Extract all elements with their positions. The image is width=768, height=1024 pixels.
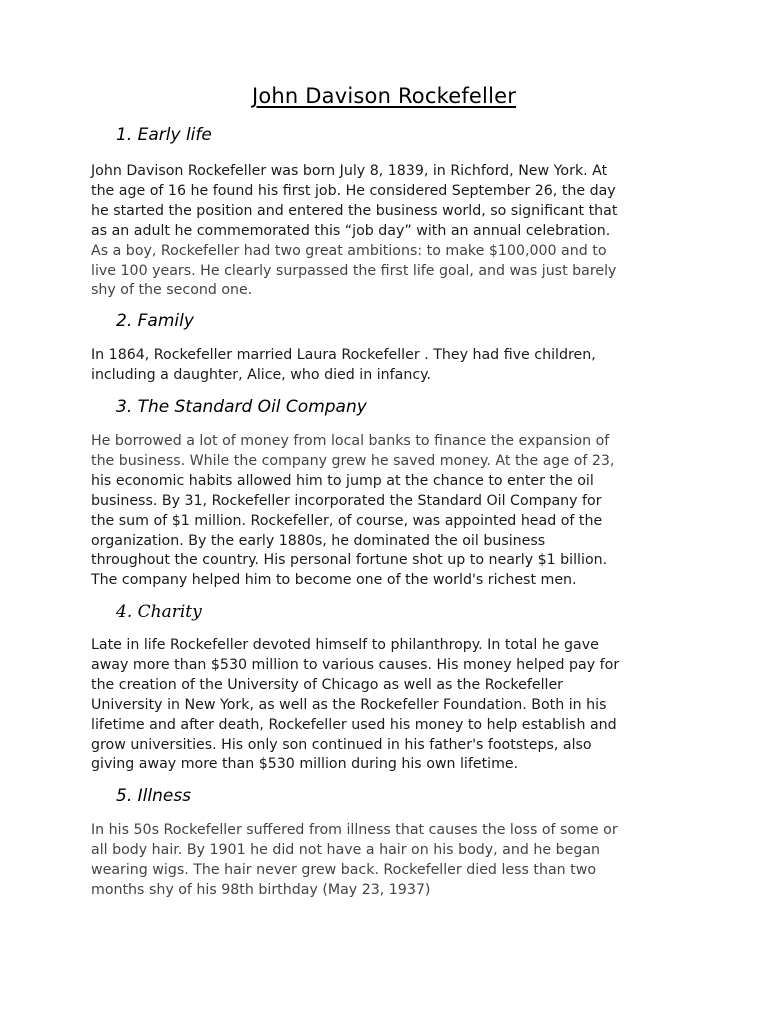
section-heading-early-life: 1. Early life xyxy=(116,125,212,145)
paragraph-line: The company helped him to become one of the world's richest men. xyxy=(91,572,577,589)
paragraph-line: all body hair. By 1901 he did not have a hair on his body, and he began xyxy=(91,841,601,858)
section-paragraph-family xyxy=(91,346,681,386)
paragraph-line: the business. While the company grew he saved money. At the age of 23, xyxy=(91,452,615,469)
section-paragraph-early-life xyxy=(91,162,681,301)
paragraph-line: As a boy, Rockefeller had two great ambitions: to make $100,000 and to xyxy=(91,242,607,259)
paragraph-line: his economic habits allowed him to jump at the chance to enter the oil xyxy=(91,472,594,489)
paragraph-line: as an adult he commemorated this “job day” with an annual celebration. xyxy=(91,222,611,239)
paragraph-line: months shy of his 98th birthday (May 23, 1937) xyxy=(91,881,431,898)
paragraph-line: wearing wigs. The hair never grew back. Rockefeller died less than two xyxy=(91,861,596,878)
paragraph-line: John Davison Rockefeller was born July 8, 1839, in Richford, New York. At xyxy=(91,163,608,179)
paragraph-line: he started the position and entered the business world, so significant that xyxy=(91,202,618,219)
paragraph-line: throughout the country. His personal fortune shot up to nearly $1 billion. xyxy=(91,552,608,569)
paragraph-line: lifetime and after death, Rockefeller used his money to help establish and xyxy=(91,716,617,733)
section-paragraph-standard-oil xyxy=(91,432,681,591)
paragraph-line: the sum of $1 million. Rockefeller, of course, was appointed head of the xyxy=(91,512,603,529)
section-paragraph-charity xyxy=(91,636,681,775)
document-title: John Davison Rockefeller xyxy=(251,84,517,108)
paragraph-line: Late in life Rockefeller devoted himself to philanthropy. In total he gave xyxy=(91,637,599,653)
section-heading-standard-oil: 3. The Standard Oil Company xyxy=(116,397,367,417)
paragraph-line: live 100 years. He clearly surpassed the first life goal, and was just barely xyxy=(91,262,617,279)
section-paragraph-illness xyxy=(91,821,681,901)
paragraph-line: the creation of the University of Chicago as well as the Rockefeller xyxy=(91,676,564,693)
section-heading-charity: 4. Charity xyxy=(116,602,202,622)
paragraph-line: In 1864, Rockefeller married Laura Rockefeller . They had five children, xyxy=(91,347,596,363)
paragraph-line: business. By 31, Rockefeller incorporated the Standard Oil Company for xyxy=(91,492,602,509)
paragraph-line: University in New York, as well as the Rockefeller Foundation. Both in his xyxy=(91,696,607,713)
paragraph-line: giving away more than $530 million during his own lifetime. xyxy=(91,756,519,773)
paragraph-line: organization. By the early 1880s, he dominated the oil business xyxy=(91,532,546,549)
paragraph-line: including a daughter, Alice, who died in infancy. xyxy=(91,366,432,383)
paragraph-line: In his 50s Rockefeller suffered from illness that causes the loss of some or xyxy=(91,822,618,838)
paragraph-line: shy of the second one. xyxy=(91,282,253,299)
paragraph-line: He borrowed a lot of money from local banks to finance the expansion of xyxy=(91,433,610,449)
section-heading-illness: 5. Illness xyxy=(116,786,192,806)
section-heading-family: 2. Family xyxy=(116,311,194,331)
paragraph-line: the age of 16 he found his first job. He considered September 26, the day xyxy=(91,182,616,199)
paragraph-line: away more than $530 million to various causes. His money helped pay for xyxy=(91,656,620,673)
paragraph-line: grow universities. His only son continued in his father's footsteps, also xyxy=(91,736,592,753)
